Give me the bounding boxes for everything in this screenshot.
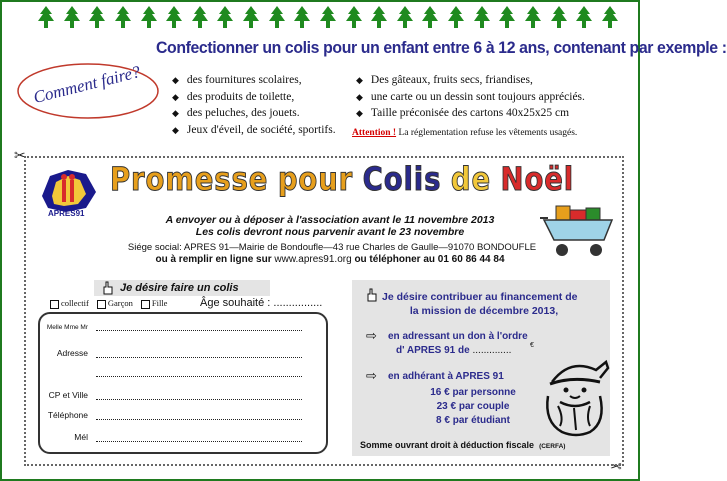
scissors-icon: ✂ xyxy=(14,149,26,164)
santa-claus-icon xyxy=(530,356,614,438)
name-field[interactable] xyxy=(96,324,302,331)
website-link[interactable]: www.apres91.org xyxy=(274,254,352,265)
membership-rates: 16 € par personne 23 € par couple 8 € par étudiant xyxy=(430,387,516,426)
tree-icon xyxy=(269,6,285,28)
arrow-right-icon: ⇨ xyxy=(366,368,377,383)
tree-icon xyxy=(89,6,105,28)
list-item: ◆ des peluches, des jouets. xyxy=(172,105,336,122)
tree-icon xyxy=(602,6,618,28)
contact-form xyxy=(38,312,328,454)
christmas-tree-border xyxy=(38,6,618,28)
membership-option[interactable]: en adhérant à APRES 91 xyxy=(388,371,504,382)
tree-icon xyxy=(346,6,362,28)
title-word: de xyxy=(450,160,491,198)
contents-list-right xyxy=(356,72,585,122)
headline: Confectionner un colis pour un enfant entre 6 à 12 ans, contenant par exemple : xyxy=(156,38,727,57)
title-word: Noël xyxy=(500,160,575,198)
tree-icon xyxy=(217,6,233,28)
age-field[interactable]: Âge souhaité : ................ xyxy=(200,297,323,309)
tree-icon xyxy=(64,6,80,28)
tree-icon xyxy=(525,6,541,28)
don-option[interactable]: en adressant un don à l'ordre d' APRES 91 de .............. xyxy=(388,331,528,356)
address-field[interactable] xyxy=(96,351,302,358)
scissors-icon: ✂ xyxy=(610,457,622,472)
logo-text: APRES91 xyxy=(48,209,85,218)
checkbox-collectif[interactable]: collectif xyxy=(50,298,89,309)
head-office-address: Siége social: APRES 91—Mairie de Bondoufle—43 rue Charles de Gaulle—91070 BONDOUFLE xyxy=(127,242,537,253)
diamond-bullet-icon: ◆ xyxy=(356,75,363,85)
diamond-bullet-icon: ◆ xyxy=(356,91,363,102)
tree-icon xyxy=(397,6,413,28)
tree-icon xyxy=(141,6,157,28)
form-row-civility[interactable]: Melle Mme Mr xyxy=(40,324,302,331)
main-title xyxy=(110,160,575,210)
send-instructions: A envoyer ou à déposer à l'association avant le 11 novembre 2013 Les colis devront nous parvenir avant le 23 novembre xyxy=(165,214,495,238)
attention-note: Attention ! La réglementation refuse les vêtements usagés. xyxy=(352,128,578,138)
tree-icon xyxy=(422,6,438,28)
pointing-hand-icon xyxy=(100,281,114,295)
tree-icon xyxy=(448,6,464,28)
address-field-2[interactable] xyxy=(96,370,302,377)
form-row-phone[interactable]: Téléphone xyxy=(40,410,302,420)
title-word: Colis xyxy=(362,160,442,198)
tree-icon xyxy=(38,6,54,28)
form-row-address[interactable]: Adresse xyxy=(40,348,302,358)
tree-icon xyxy=(474,6,490,28)
arrow-right-icon: ⇨ xyxy=(366,328,377,343)
shopping-cart-icon xyxy=(540,204,616,260)
tree-icon xyxy=(499,6,515,28)
attention-label: Attention ! xyxy=(352,128,397,138)
tree-icon xyxy=(166,6,182,28)
list-item: ◆ des produits de toilette, xyxy=(172,89,336,106)
pointing-hand-icon xyxy=(364,288,378,302)
tree-icon xyxy=(294,6,310,28)
form-row-email[interactable]: Mél xyxy=(40,432,302,442)
euro-sign: € xyxy=(530,342,534,349)
form-row-city[interactable]: CP et Ville xyxy=(40,390,302,400)
colis-type-checkboxes xyxy=(50,298,167,309)
diamond-bullet-icon: ◆ xyxy=(356,108,363,118)
donation-title: Je désire contribuer au financement de la mission de décembre 2013, xyxy=(364,288,604,318)
list-item: ◆ Jeux d'éveil, de société, sportifs. xyxy=(172,122,336,139)
tree-icon xyxy=(371,6,387,28)
tax-deduction-note: Somme ouvrant droit à déduction fiscale (CERFA) xyxy=(360,440,566,450)
list-item: ◆ Des gâteaux, fruits secs, friandises, xyxy=(356,72,585,89)
diamond-bullet-icon: ◆ xyxy=(172,75,179,85)
email-field[interactable] xyxy=(96,435,302,442)
tree-icon xyxy=(576,6,592,28)
checkbox-garcon[interactable]: Garçon xyxy=(97,298,133,309)
diamond-bullet-icon: ◆ xyxy=(172,91,179,102)
tree-icon xyxy=(115,6,131,28)
city-field[interactable] xyxy=(96,393,302,400)
form-row-address-2[interactable] xyxy=(40,370,302,377)
phone-field[interactable] xyxy=(96,413,302,420)
tree-icon xyxy=(192,6,208,28)
title-word: Promesse xyxy=(110,160,269,198)
tree-icon xyxy=(551,6,567,28)
diamond-bullet-icon: ◆ xyxy=(172,124,179,135)
tree-icon xyxy=(243,6,259,28)
list-item: ◆ Taille préconisée des cartons 40x25x25 cm xyxy=(356,105,585,122)
title-word: pour xyxy=(277,160,354,198)
contents-list-left xyxy=(172,72,336,138)
tree-icon xyxy=(320,6,336,28)
list-item: ◆ des fournitures scolaires, xyxy=(172,72,336,89)
colis-section-header: Je désire faire un colis xyxy=(94,280,270,296)
online-contact: ou à remplir en ligne sur www.apres91.org ou téléphoner au 01 60 86 44 84 xyxy=(155,254,505,265)
comment-faire-label: Comment faire? xyxy=(31,62,143,107)
diamond-bullet-icon: ◆ xyxy=(172,108,179,118)
list-item: ◆ une carte ou un dessin sont toujours appréciés. xyxy=(356,89,585,106)
checkbox-fille[interactable]: Fille xyxy=(141,298,168,309)
